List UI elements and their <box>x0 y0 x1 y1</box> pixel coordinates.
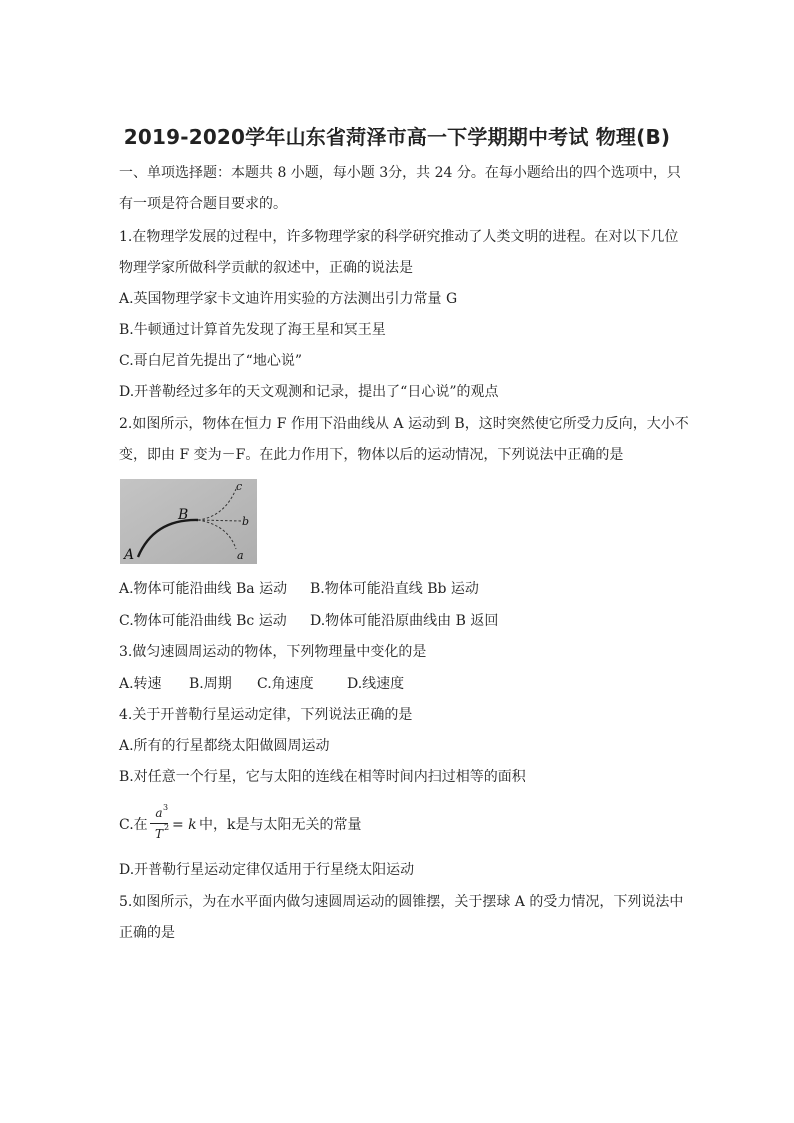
question-2-option-a: A.物体可能沿曲线 Ba 运动 <box>119 581 288 597</box>
question-3-option-c: C.角速度 <box>257 676 314 692</box>
question-5-stem-line-1: 5.如图所示，为在水平面内做匀速圆周运动的圆锥摆，关于摆球 A 的受力情况，下列说法中 <box>119 894 684 910</box>
question-1-stem-line-2: 物理学家所做科学贡献的叙述中，正确的说法是 <box>119 260 413 276</box>
point-label-a-upper: A <box>124 547 135 563</box>
question-4-option-c-suffix: 中，k是与太阳无关的常量 <box>199 817 362 833</box>
fraction-numerator-exponent: 3 <box>163 803 169 812</box>
section-header-line-2: 有一项是符合题目要求的。 <box>119 196 287 212</box>
question-2-figure <box>120 479 257 564</box>
section-header-line-1: 一、单项选择题：本题共 8 小题，每小题 3分，共 24 分。在每小题给出的四个选项中，只 <box>119 165 681 181</box>
question-4-option-c-prefix: C.在 <box>119 817 148 833</box>
question-5-stem-line-2: 正确的是 <box>119 925 175 941</box>
question-4-option-a: A.所有的行星都绕太阳做圆周运动 <box>119 738 330 754</box>
fraction-numerator: a <box>155 806 163 820</box>
question-3-option-b: B.周期 <box>189 676 232 692</box>
question-2-stem-line-2: 变，即由 F 变为－F。在此力作用下，物体以后的运动情况，下列说法中正确的是 <box>119 447 624 463</box>
question-1-option-c: C.哥白尼首先提出了“地心说” <box>119 353 302 369</box>
curve-label-a: a <box>237 549 244 562</box>
fraction-denominator-exponent: 2 <box>164 823 170 832</box>
question-2-option-d: D.物体可能沿原曲线由 B 返回 <box>310 613 499 629</box>
question-1-option-a: A.英国物理学家卡文迪许用实验的方法测出引力常量 G <box>119 291 458 307</box>
question-2-stem-line-1: 2.如图所示，物体在恒力 F 作用下沿曲线从 A 运动到 B，这时突然使它所受力反向，大小不 <box>119 416 689 432</box>
question-2-option-c: C.物体可能沿曲线 Bc 运动 <box>119 613 287 629</box>
point-label-b-upper: B <box>178 507 189 523</box>
question-1-option-b: B.牛顿通过计算首先发现了海王星和冥王星 <box>119 322 386 338</box>
fraction-denominator: T <box>154 827 163 841</box>
kepler-ratio-equals: = k <box>172 817 197 833</box>
question-1-stem-line-1: 1.在物理学发展的过程中，许多物理学家的科学研究推动了人类文明的进程。在对以下几位 <box>119 229 679 245</box>
question-2-option-b: B.物体可能沿直线 Bb 运动 <box>310 581 479 597</box>
question-3-stem: 3.做匀速圆周运动的物体，下列物理量中变化的是 <box>119 644 427 660</box>
curve-label-c: c <box>236 480 243 493</box>
question-1-option-d: D.开普勒经过多年的天文观测和记录，提出了“日心说”的观点 <box>119 384 499 400</box>
question-4-stem: 4.关于开普勒行星运动定律，下列说法正确的是 <box>119 707 413 723</box>
question-4-option-d: D.开普勒行星运动定律仅适用于行星绕太阳运动 <box>119 862 415 878</box>
question-3-option-a: A.转速 <box>119 676 162 692</box>
question-3-option-d: D.线速度 <box>347 676 405 692</box>
line-label-b: b <box>242 515 250 528</box>
page-title: 2019-2020学年山东省菏泽市高一下学期期中考试 物理(B) <box>123 125 671 149</box>
question-4-option-b: B.对任意一个行星，它与太阳的连线在相等时间内扫过相等的面积 <box>119 769 526 785</box>
